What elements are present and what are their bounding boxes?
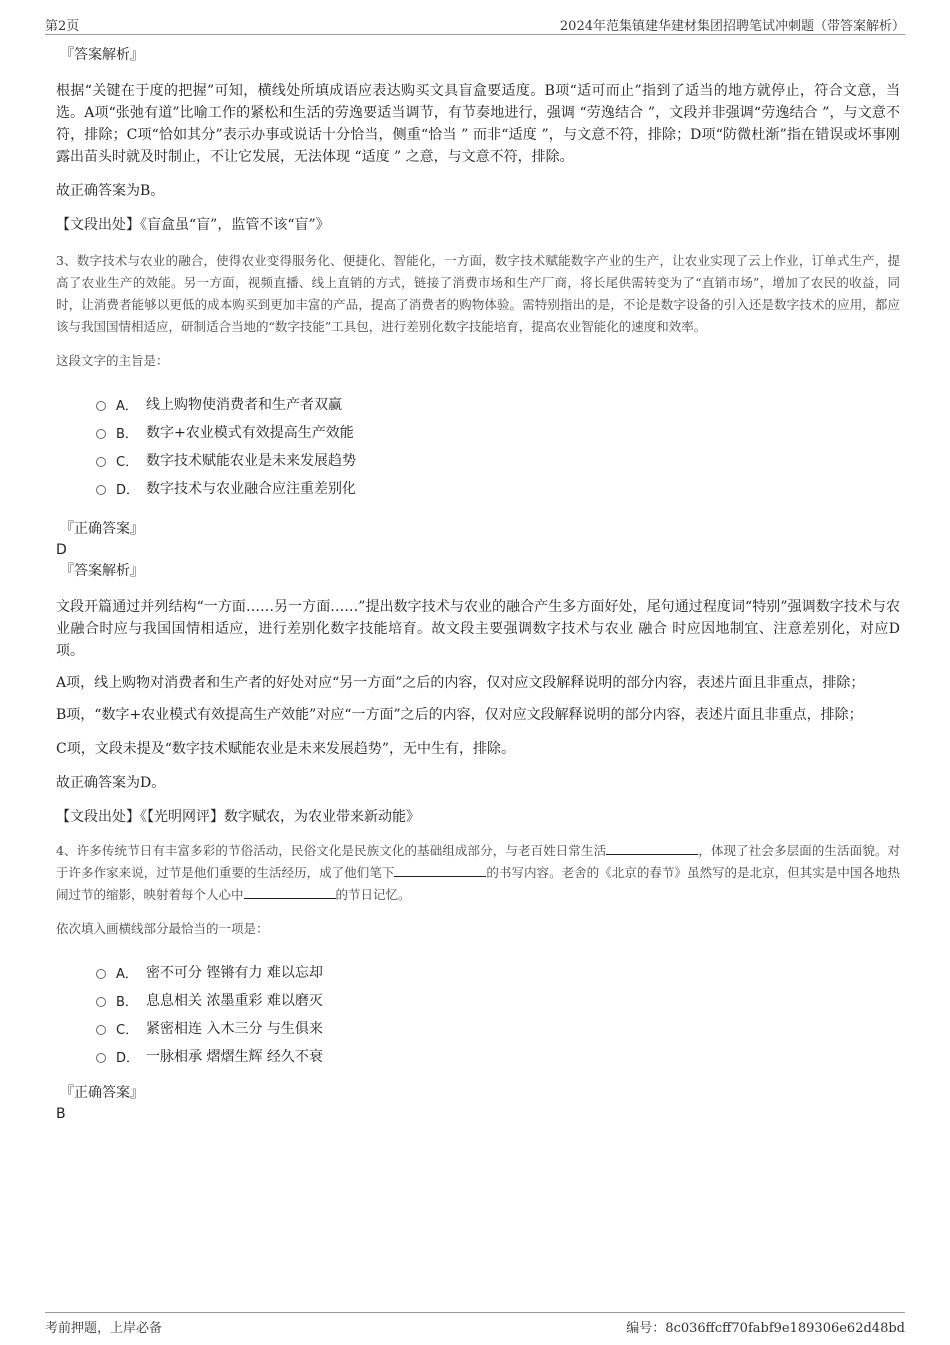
option-text: 息息相关 浓墨重彩 难以磨灭 bbox=[146, 993, 323, 1009]
q3-conclusion: 故正确答案为D。 bbox=[56, 775, 166, 791]
option-text: 数字技术与农业融合应注重差别化 bbox=[146, 481, 356, 497]
q3-option-d[interactable] bbox=[96, 474, 900, 502]
fill-blank bbox=[606, 844, 698, 855]
q3-analysis-a: A项，线上购物对消费者和生产者的好处对应“另一方面”之后的内容，仅对应文段解释说明的部分内容，表述片面且非重点，排除； bbox=[56, 675, 865, 691]
q4-prompt: 依次填入画横线部分最恰当的一项是： bbox=[56, 921, 269, 936]
option-letter: A． bbox=[116, 398, 138, 414]
q4-option-b[interactable] bbox=[96, 986, 900, 1014]
q3-source: 【文段出处】《【光明网评】数字赋农，为农业带来新动能》 bbox=[56, 809, 420, 825]
q4-option-a[interactable] bbox=[96, 958, 900, 986]
q4-option-d[interactable] bbox=[96, 1042, 900, 1070]
q4-question-text bbox=[56, 840, 900, 906]
option-letter: B． bbox=[116, 426, 138, 442]
option-text: 线上购物使消费者和生产者双赢 bbox=[146, 397, 342, 413]
q3-analysis-b: B项，“数字+农业模式有效提高生产效能”对应“一方面”之后的内容，仅对应文段解释说明的部分内容，表述片面且非重点，排除； bbox=[56, 707, 863, 723]
q2-conclusion: 故正确答案为B。 bbox=[56, 183, 165, 199]
q2-analysis-text: 根据“关键在于度的把握”可知，横线处所填成语应表达购买文具盲盒要适度。B项“适可而止”指到了适当的地方就停止，符合文意，当选。A项“张弛有道”比喻工作的紧松和生活的劳逸要适当调节，有节奏地进行，强调 “劳逸结合 ”，文段并非强调“劳逸结合 ”，与文意不符，排除；C项“恰如其分”表示办事或说话十分恰当，侧重“恰当 ” 而非“适度 ”，与文意不符，排除；D项“防微杜渐”指在错误或坏事刚露出苗头时就及时制止，不让它发展，无法体现 “适度 ” 之意，与文意不符，排除。 bbox=[56, 83, 900, 165]
radio-icon[interactable] bbox=[96, 429, 106, 439]
q4-options bbox=[96, 958, 900, 1070]
radio-icon[interactable] bbox=[96, 1053, 106, 1063]
option-letter: C． bbox=[116, 454, 139, 470]
page-header bbox=[45, 12, 905, 35]
page-number: 第2页 bbox=[45, 19, 80, 34]
radio-icon[interactable] bbox=[96, 997, 106, 1007]
radio-icon[interactable] bbox=[96, 485, 106, 495]
q3-question-text: 3、数字技术与农业的融合，使得农业变得服务化、便捷化、智能化，一方面，数字技术赋能数字产业的生产，让农业实现了云上作业，订单式生产，提高了农业生产的效能。另一方面，视频直播、线上直销的方式，链接了消费市场和生产厂商，将长尾供需转变为了“直销市场”，增加了农民的收益，同时，让消费者能够以更低的成本购买到更加丰富的产品，提高了消费者的购物体验。需特别指出的是，不论是数字设备的引入还是数字技术的应用，都应该与我国国情相适应，研制适合当地的“数字技能”工具包，进行差别化数字技能培育，提高农业智能化的速度和效率。 bbox=[56, 253, 900, 334]
radio-icon[interactable] bbox=[96, 969, 106, 979]
q2-analysis-label: 『答案解析』 bbox=[60, 47, 144, 63]
q3-correct-answer: D bbox=[56, 542, 67, 558]
q2-source: 【文段出处】《盲盒虽“盲”，监管不该“盲”》 bbox=[56, 217, 330, 233]
q3-analysis-label: 『答案解析』 bbox=[60, 563, 144, 579]
q3-analysis-c: C项，文段未提及“数字技术赋能农业是未来发展趋势”，无中生有，排除。 bbox=[56, 741, 516, 757]
q4-option-c[interactable] bbox=[96, 1014, 900, 1042]
option-letter: D． bbox=[116, 1050, 140, 1066]
document-id: 编号：8c036ffcff70fabf9e189306e62d48bd bbox=[626, 1321, 905, 1336]
q3-option-a[interactable] bbox=[96, 390, 900, 418]
q3-option-b[interactable] bbox=[96, 418, 900, 446]
option-text: 数字技术赋能农业是未来发展趋势 bbox=[146, 453, 356, 469]
fill-blank bbox=[394, 866, 486, 877]
q3-option-c[interactable] bbox=[96, 446, 900, 474]
document-title: 2024年范集镇建华建材集团招聘笔试冲刺题（带答案解析） bbox=[559, 19, 905, 34]
page-footer bbox=[45, 1312, 905, 1335]
q4-correct-answer: B bbox=[56, 1106, 66, 1122]
option-letter: D． bbox=[116, 482, 140, 498]
option-letter: A． bbox=[116, 966, 138, 982]
q3-analysis-text: 文段开篇通过并列结构“一方面……另一方面……”提出数字技术与农业的融合产生多方面好处，尾句通过程度词“特别”强调数字技术与农业融合时应与我国国情相适应，进行差别化数字技能培育。故文段主要强调数字技术与农业 融合 时应因地制宜、注意差别化，对应D项。 bbox=[56, 599, 900, 659]
q3-prompt: 这段文字的主旨是： bbox=[56, 353, 169, 368]
option-letter: B． bbox=[116, 994, 138, 1010]
radio-icon[interactable] bbox=[96, 457, 106, 467]
radio-icon[interactable] bbox=[96, 1025, 106, 1035]
option-text: 数字+农业模式有效提高生产效能 bbox=[146, 425, 354, 441]
page-content bbox=[56, 44, 900, 1124]
footer-slogan: 考前押题，上岸必备 bbox=[45, 1321, 163, 1336]
radio-icon[interactable] bbox=[96, 401, 106, 411]
q4-correct-label: 『正确答案』 bbox=[60, 1085, 144, 1101]
option-text: 一脉相承 熠熠生辉 经久不衰 bbox=[146, 1049, 323, 1065]
q4-text-part-3: 的书写内容。老舍的《北京的春节》虽然写的是北京，但其实是中国各地热闹过节的缩影，映射着每个人心中 bbox=[56, 865, 900, 902]
q4-text-part-1: 4、许多传统节日有丰富多彩的节俗活动，民俗文化是民族文化的基础组成部分，与老百姓日常生活 bbox=[56, 843, 607, 858]
option-text: 密不可分 铿锵有力 难以忘却 bbox=[146, 965, 323, 981]
q4-text-part-2: ，体现了社会多层面的生活面貌。对于许多作家来说，过节是他们重要的生活经历，成了他们笔下 bbox=[56, 843, 900, 880]
q4-text-part-4: 的节日记忆。 bbox=[335, 887, 411, 902]
option-text: 紧密相连 入木三分 与生俱来 bbox=[146, 1021, 323, 1037]
q3-options bbox=[96, 390, 900, 502]
fill-blank bbox=[244, 888, 336, 899]
option-letter: C． bbox=[116, 1022, 139, 1038]
q3-correct-label: 『正确答案』 bbox=[60, 521, 144, 537]
